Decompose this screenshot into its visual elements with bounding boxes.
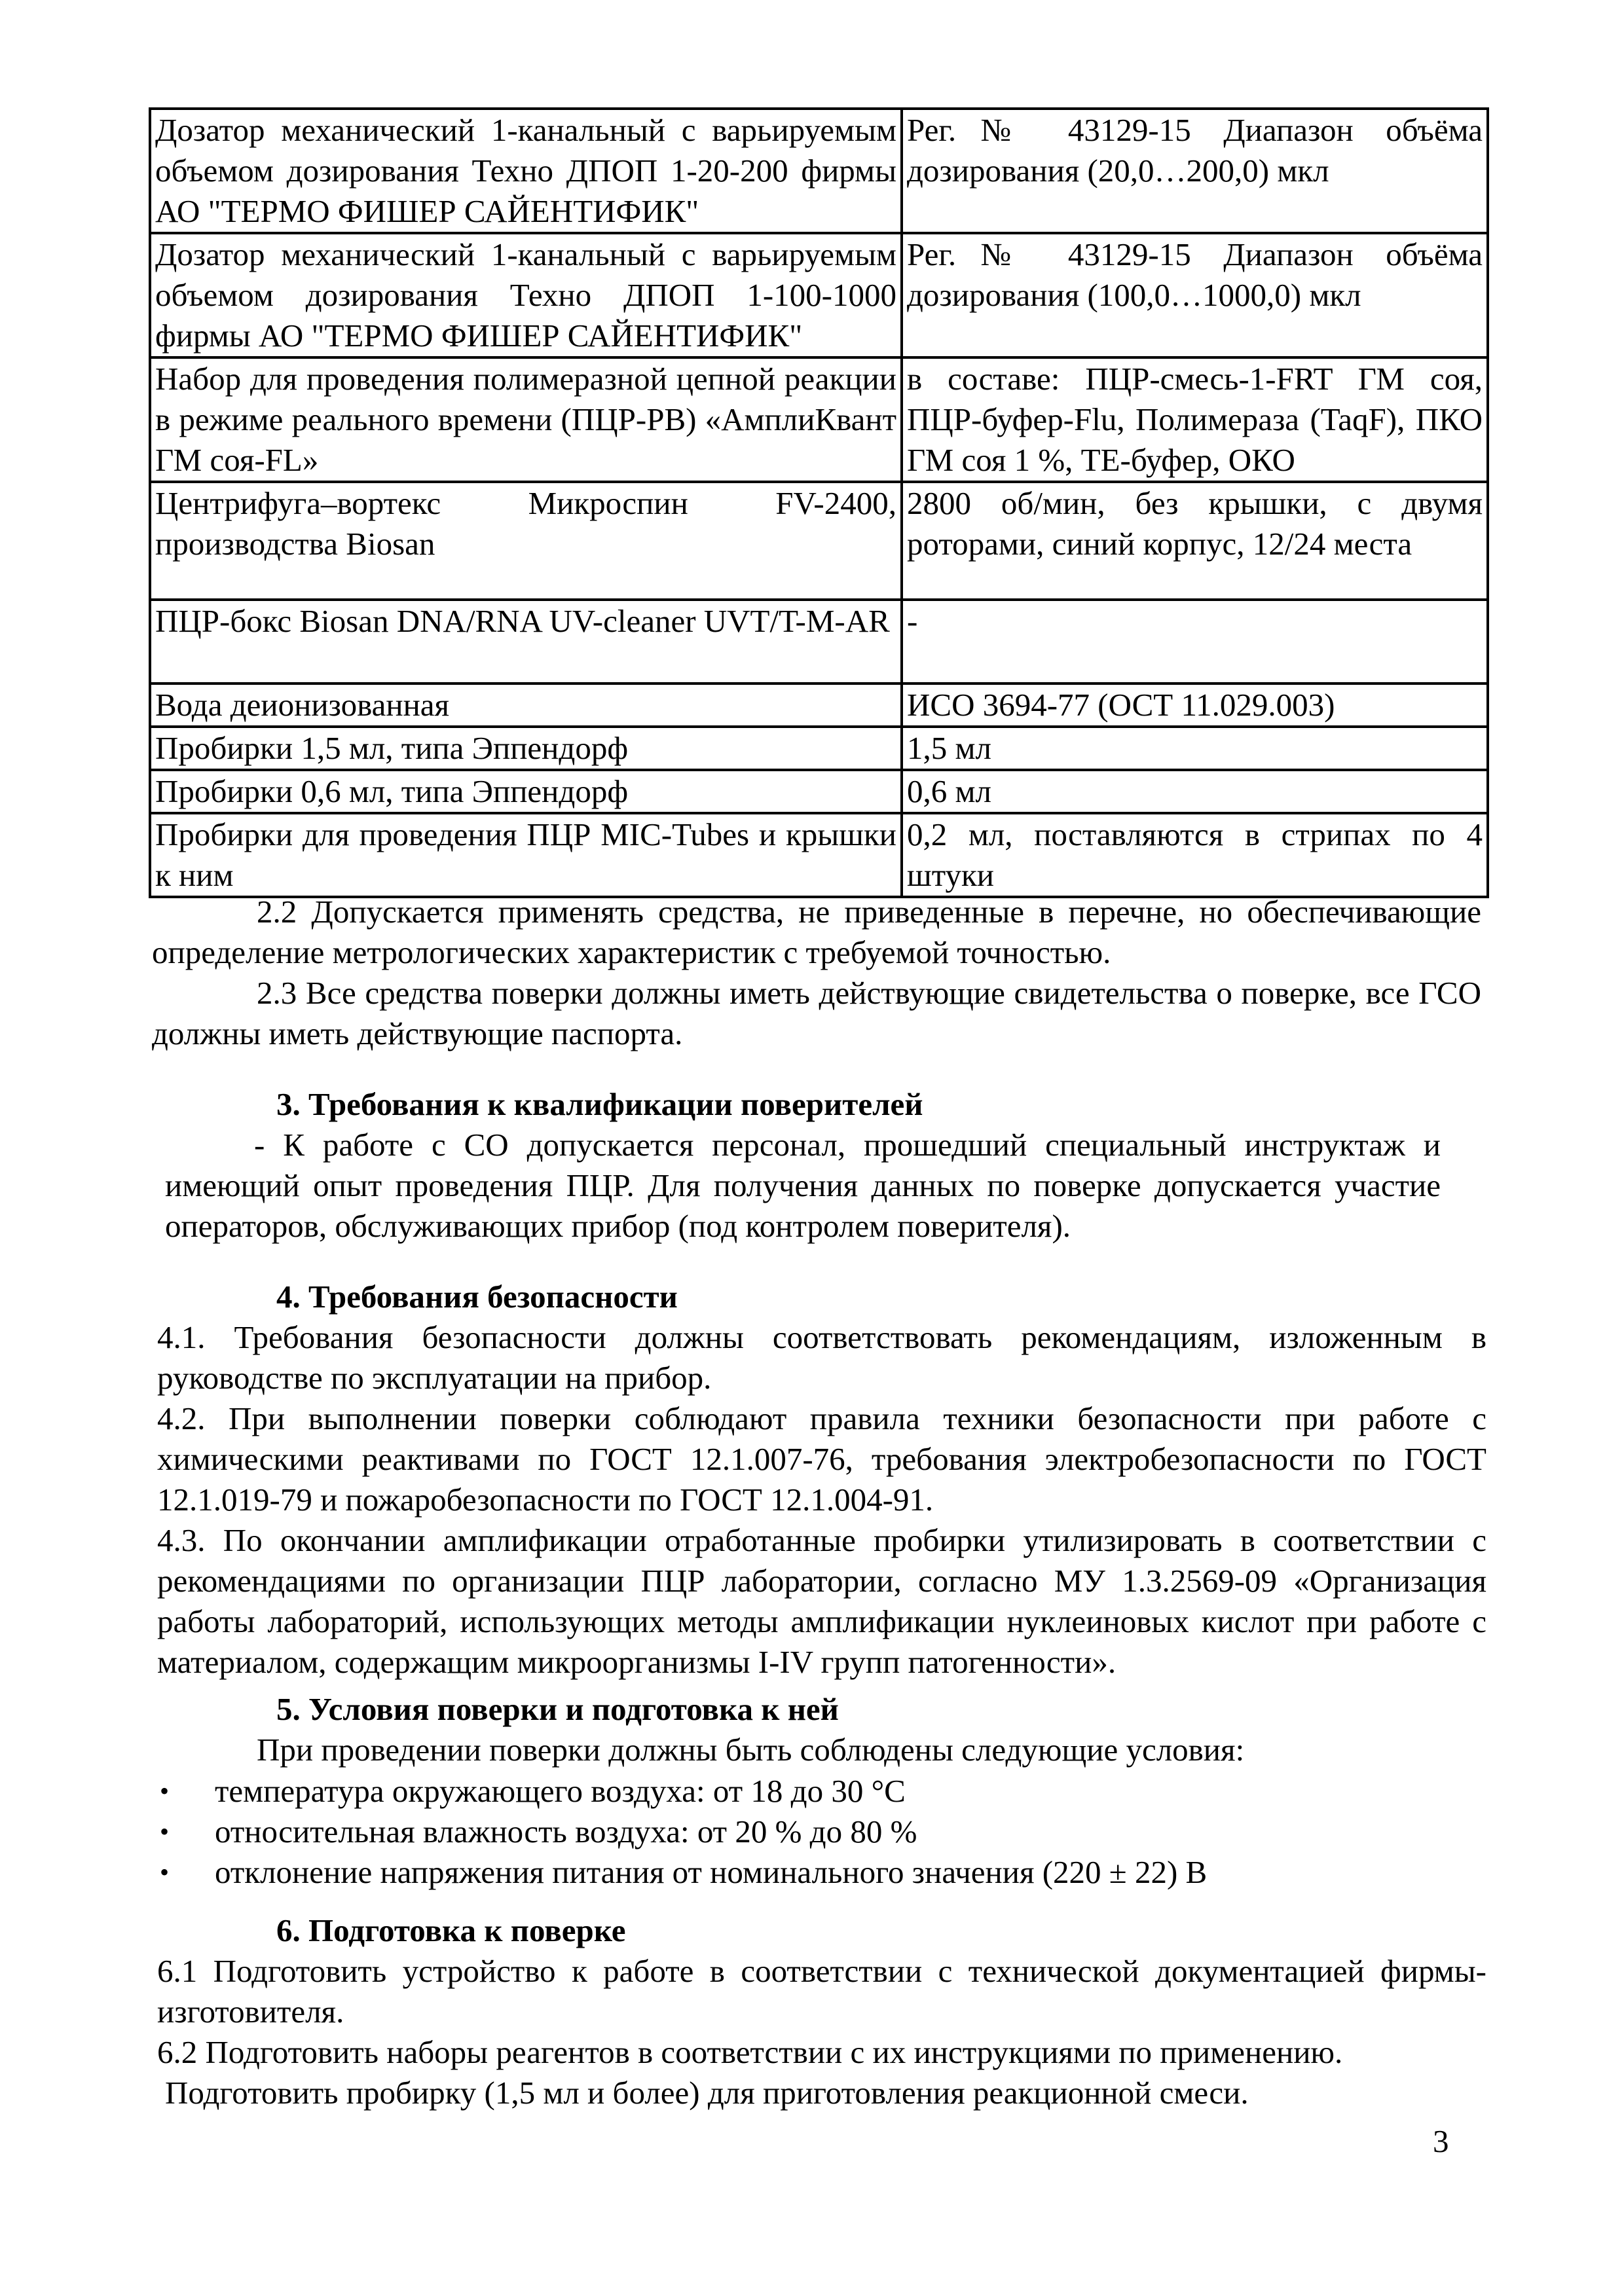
- paragraph-2-2: 2.2 Допускается применять средства, не приведенные в перечне, но обеспечивающие определение метрологических характеристик с требуемой точностью.: [152, 894, 1481, 970]
- equipment-name: Центрифуга–вортекс Микроспин FV-2400, производства Biosan: [150, 482, 902, 600]
- equipment-name: Пробирки для проведения ПЦР MIC-Tubes и крышки к ним: [150, 813, 902, 897]
- equipment-name: Набор для проведения полимеразной цепной реакции в режиме реального времени (ПЦР-РВ) «АмплиКвант ГМ соя-FL»: [150, 357, 902, 482]
- equipment-spec: Рег.№ 43129-15 Диапазон объёма дозирования (100,0…1000,0) мкл: [902, 233, 1488, 357]
- section-5-heading: 5. Условия поверки и подготовка к ней: [276, 1691, 839, 1727]
- equipment-name: Пробирки 0,6 мл, типа Эппендорф: [150, 770, 902, 813]
- paragraph-6-2-continued: Подготовить пробирку (1,5 мл и более) для приготовления реакционной смеси.: [165, 2075, 1249, 2111]
- paragraph-4-2: 4.2. При выполнении поверки соблюдают правила техники безопасности при работе с химическими реактивами по ГОСТ 12.1.007-76, требования электробезопасности по ГОСТ 12.1.019-79 и пожаробезопасности по ГОСТ 12.1.004-91.: [157, 1400, 1486, 1518]
- table-row: [150, 813, 1488, 897]
- section-5-intro: При проведении поверки должны быть соблюдены следующие условия:: [257, 1732, 1245, 1768]
- equipment-name: Вода деионизованная: [150, 683, 902, 727]
- equipment-name: Пробирки 1,5 мл, типа Эппендорф: [150, 727, 902, 770]
- equipment-spec: ИСО 3694-77 (ОСТ 11.029.003): [902, 683, 1488, 727]
- section-3-text: - К работе с СО допускается персонал, прошедший специальный инструктаж и имеющий опыт проведения ПЦР. Для получения данных по поверке допускается участие операторов, обслуживающих прибор (под контролем поверителя).: [165, 1127, 1441, 1244]
- equipment-name: ПЦР-бокс Biosan DNA/RNA UV-cleaner UVT/T-M-AR: [150, 600, 902, 683]
- conditions-list: [160, 1771, 1207, 1893]
- equipment-spec: 1,5 мл: [902, 727, 1488, 770]
- equipment-spec: 0,2 мл, поставляются в стрипах по 4 штуки: [902, 813, 1488, 897]
- table-row: [150, 727, 1488, 770]
- paragraph-6-1: 6.1 Подготовить устройство к работе в соответствии с технической документацией фирмы-изготовителя.: [157, 1953, 1486, 2030]
- equipment-spec: 2800 об/мин, без крышки, с двумя роторами, синий корпус, 12/24 места: [902, 482, 1488, 600]
- equipment-spec: в составе: ПЦР-смесь-1-FRT ГМ соя, ПЦР-буфер-Flu, Полимераза (TaqF), ПКО ГМ соя 1 %, ТЕ-буфер, ОКО: [902, 357, 1488, 482]
- paragraph-4-3: 4.3. По окончании амплификации отработанные пробирки утилизировать в соответствии с рекомендациями по организации ПЦР лаборатории, согласно МУ 1.3.2569-09 «Организация работы лабораторий, использующих методы амплификации нуклеиновых кислот при работе с материалом, содержащим микроорганизмы I-IV групп патогенности».: [157, 1522, 1486, 1680]
- equipment-table: [149, 107, 1489, 898]
- list-item: • температура окружающего воздуха: от 18 до 30 °С: [160, 1771, 1207, 1812]
- equipment-spec: -: [902, 600, 1488, 683]
- equipment-spec: 0,6 мл: [902, 770, 1488, 813]
- table-row: [150, 482, 1488, 600]
- equipment-name: Дозатор механический 1-канальный с варьируемым объемом дозирования Техно ДПОП 1-20-200 фирмы АО "ТЕРМО ФИШЕР САЙЕНТИФИК": [150, 109, 902, 233]
- equipment-name: Дозатор механический 1-канальный с варьируемым объемом дозирования Техно ДПОП 1-100-1000 фирмы АО "ТЕРМО ФИШЕР САЙЕНТИФИК": [150, 233, 902, 357]
- equipment-spec: Рег.№ 43129-15 Диапазон объёма дозирования (20,0…200,0) мкл: [902, 109, 1488, 233]
- list-item: • относительная влажность воздуха: от 20 % до 80 %: [160, 1812, 1207, 1852]
- list-item: • отклонение напряжения питания от номинального значения (220 ± 22) В: [160, 1852, 1207, 1893]
- section-6-heading: 6. Подготовка к поверке: [276, 1912, 626, 1948]
- table-row: [150, 357, 1488, 482]
- table-row: [150, 770, 1488, 813]
- paragraph-4-1: 4.1. Требования безопасности должны соответствовать рекомендациям, изложенным в руководстве по эксплуатации на прибор.: [157, 1319, 1486, 1396]
- page-number: 3: [1433, 2123, 1449, 2159]
- table-row: [150, 109, 1488, 233]
- section-4-heading: 4. Требования безопасности: [276, 1279, 678, 1315]
- table-row: [150, 600, 1488, 683]
- table-row: [150, 683, 1488, 727]
- table-row: [150, 233, 1488, 357]
- paragraph-6-2: 6.2 Подготовить наборы реагентов в соответствии с их инструкциями по применению.: [157, 2034, 1343, 2070]
- section-3-heading: 3. Требования к квалификации поверителей: [276, 1086, 923, 1122]
- paragraph-2-3: 2.3 Все средства поверки должны иметь действующие свидетельства о поверке, все ГСО должны иметь действующие паспорта.: [152, 975, 1481, 1051]
